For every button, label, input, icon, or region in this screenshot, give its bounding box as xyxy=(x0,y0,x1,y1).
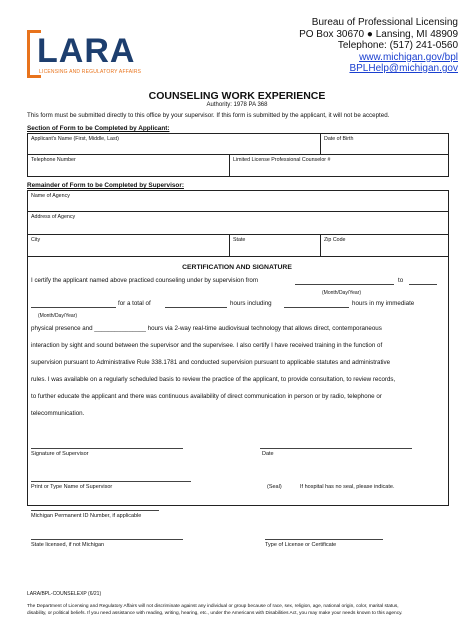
applicant-section-heading: Section of Form to be Completed by Applicant: xyxy=(27,125,170,132)
date-of-birth-field[interactable]: Date of Birth xyxy=(324,136,354,142)
city-field[interactable]: City xyxy=(31,237,41,243)
logo-text: LARA xyxy=(37,32,136,70)
cert-line-4: interaction by sight and sound between the supervisor and the supervisee. I also certify I have received training in the function of xyxy=(31,342,383,349)
applicant-table xyxy=(27,133,449,177)
permanent-id-line[interactable] xyxy=(31,510,159,511)
print-name-label: Print or Type Name of Supervisor xyxy=(31,484,113,490)
zip-code-field[interactable]: Zip Code xyxy=(324,237,346,243)
nondiscrimination-line-2: disability, or political beliefs. If you need assistance with reading, writing, hearing, etc., under the Americans with Disabilities Act, you may make your needs known to this agency. xyxy=(27,611,403,616)
supervisor-section-heading: Remainder of Form to be Completed by Supervisor: xyxy=(27,182,184,189)
website-link[interactable]: www.michigan.gov/bpl xyxy=(359,51,458,63)
cert-text-2c: hours in my immediate xyxy=(352,300,415,307)
cert-line-7: to further educate the applicant and there was continuous availability of direct communication in person or by radio, telephone or xyxy=(31,393,382,400)
start-date-hint: (Month/Day/Year) xyxy=(322,290,361,296)
form-intro: This form must be submitted directly to this office by your supervisor. If this form is submitted by the applicant, it will not be accepted. xyxy=(27,112,390,119)
cert-text-2b: hours including xyxy=(230,300,272,307)
date-line[interactable] xyxy=(260,448,412,449)
supervisor-signature-label: Signature of Supervisor xyxy=(31,451,89,457)
license-type-label: Type of License or Certificate xyxy=(265,542,337,548)
telephone-field[interactable]: Telephone Number xyxy=(31,157,76,163)
cert-line-6: rules. I was available on a regularly scheduled basis to review the practice of the applicant, to provide consultation, to review records, xyxy=(31,376,396,383)
state-licensed-line[interactable] xyxy=(31,539,183,540)
print-name-line[interactable] xyxy=(31,481,191,482)
form-code: LARA/BPL-COUNSELEXP (6/21) xyxy=(27,591,102,597)
date-label: Date xyxy=(262,451,274,457)
email-link[interactable]: BPLHelp@michigan.gov xyxy=(349,63,458,74)
form-title: COUNSELING WORK EXPERIENCE xyxy=(148,90,326,102)
seal-note: If hospital has no seal, please indicate. xyxy=(300,484,395,490)
lara-logo xyxy=(27,30,142,80)
cert-line-8: telecommunication. xyxy=(31,410,85,417)
end-date-hint: (Month/Day/Year) xyxy=(38,313,77,319)
cert-text-1b: to xyxy=(398,277,404,284)
start-date-blank[interactable] xyxy=(295,284,394,285)
certification-title: CERTIFICATION AND SIGNATURE xyxy=(182,264,292,271)
llpc-number-field[interactable]: Limited License Professional Counselor # xyxy=(233,157,331,163)
form-authority: Authority: 1978 PA 368 xyxy=(206,102,268,108)
end-date-blank-2[interactable] xyxy=(31,307,116,308)
permanent-id-label: Michigan Permanent ID Number, if applicable xyxy=(31,513,142,519)
nondiscrimination-line-1: The Department of Licensing and Regulatory Affairs will not discriminate against any individual or group because of race, sex, religion, age, national origin, color, marital status, xyxy=(27,604,399,609)
cert-text-2a: for a total of xyxy=(118,300,151,307)
state-licensed-label: State licensed, if not Michigan xyxy=(31,542,105,548)
telephone: Telephone: (517) 241-0560 xyxy=(337,40,458,51)
agency-name-field[interactable]: Name of Agency xyxy=(31,193,70,199)
agency-address-field[interactable]: Address of Agency xyxy=(31,214,76,220)
state-field[interactable]: State xyxy=(233,237,246,243)
bureau-name: Bureau of Professional Licensing xyxy=(311,17,458,28)
cert-text-1a: I certify the applicant named above practiced counseling under by supervision from xyxy=(31,277,259,284)
applicant-name-field[interactable]: Applicant's Name (First, Middle, Last) xyxy=(31,136,119,142)
supervisor-signature-line[interactable] xyxy=(31,448,183,449)
license-type-line[interactable] xyxy=(265,539,383,540)
seal-label: (Seal) xyxy=(267,484,282,490)
end-date-blank[interactable] xyxy=(409,284,437,285)
in-person-hours-blank[interactable] xyxy=(284,307,349,308)
po-box: PO Box 30670 ● Lansing, MI 48909 xyxy=(299,28,458,40)
cert-line-1 xyxy=(31,277,258,284)
logo-subtitle: LICENSING AND REGULATORY AFFAIRS xyxy=(39,69,142,75)
cert-line-5: supervision pursuant to Administrative Rule 338.1781 and conducted supervision pursuant to applicable statutes and administrative xyxy=(31,359,391,366)
agency-address xyxy=(299,17,458,75)
total-hours-blank[interactable] xyxy=(165,307,227,308)
cert-line-3: physical presence and _______________ hours via 2-way real-time audiovisual technology that allows direct, contemporaneous xyxy=(31,325,382,332)
